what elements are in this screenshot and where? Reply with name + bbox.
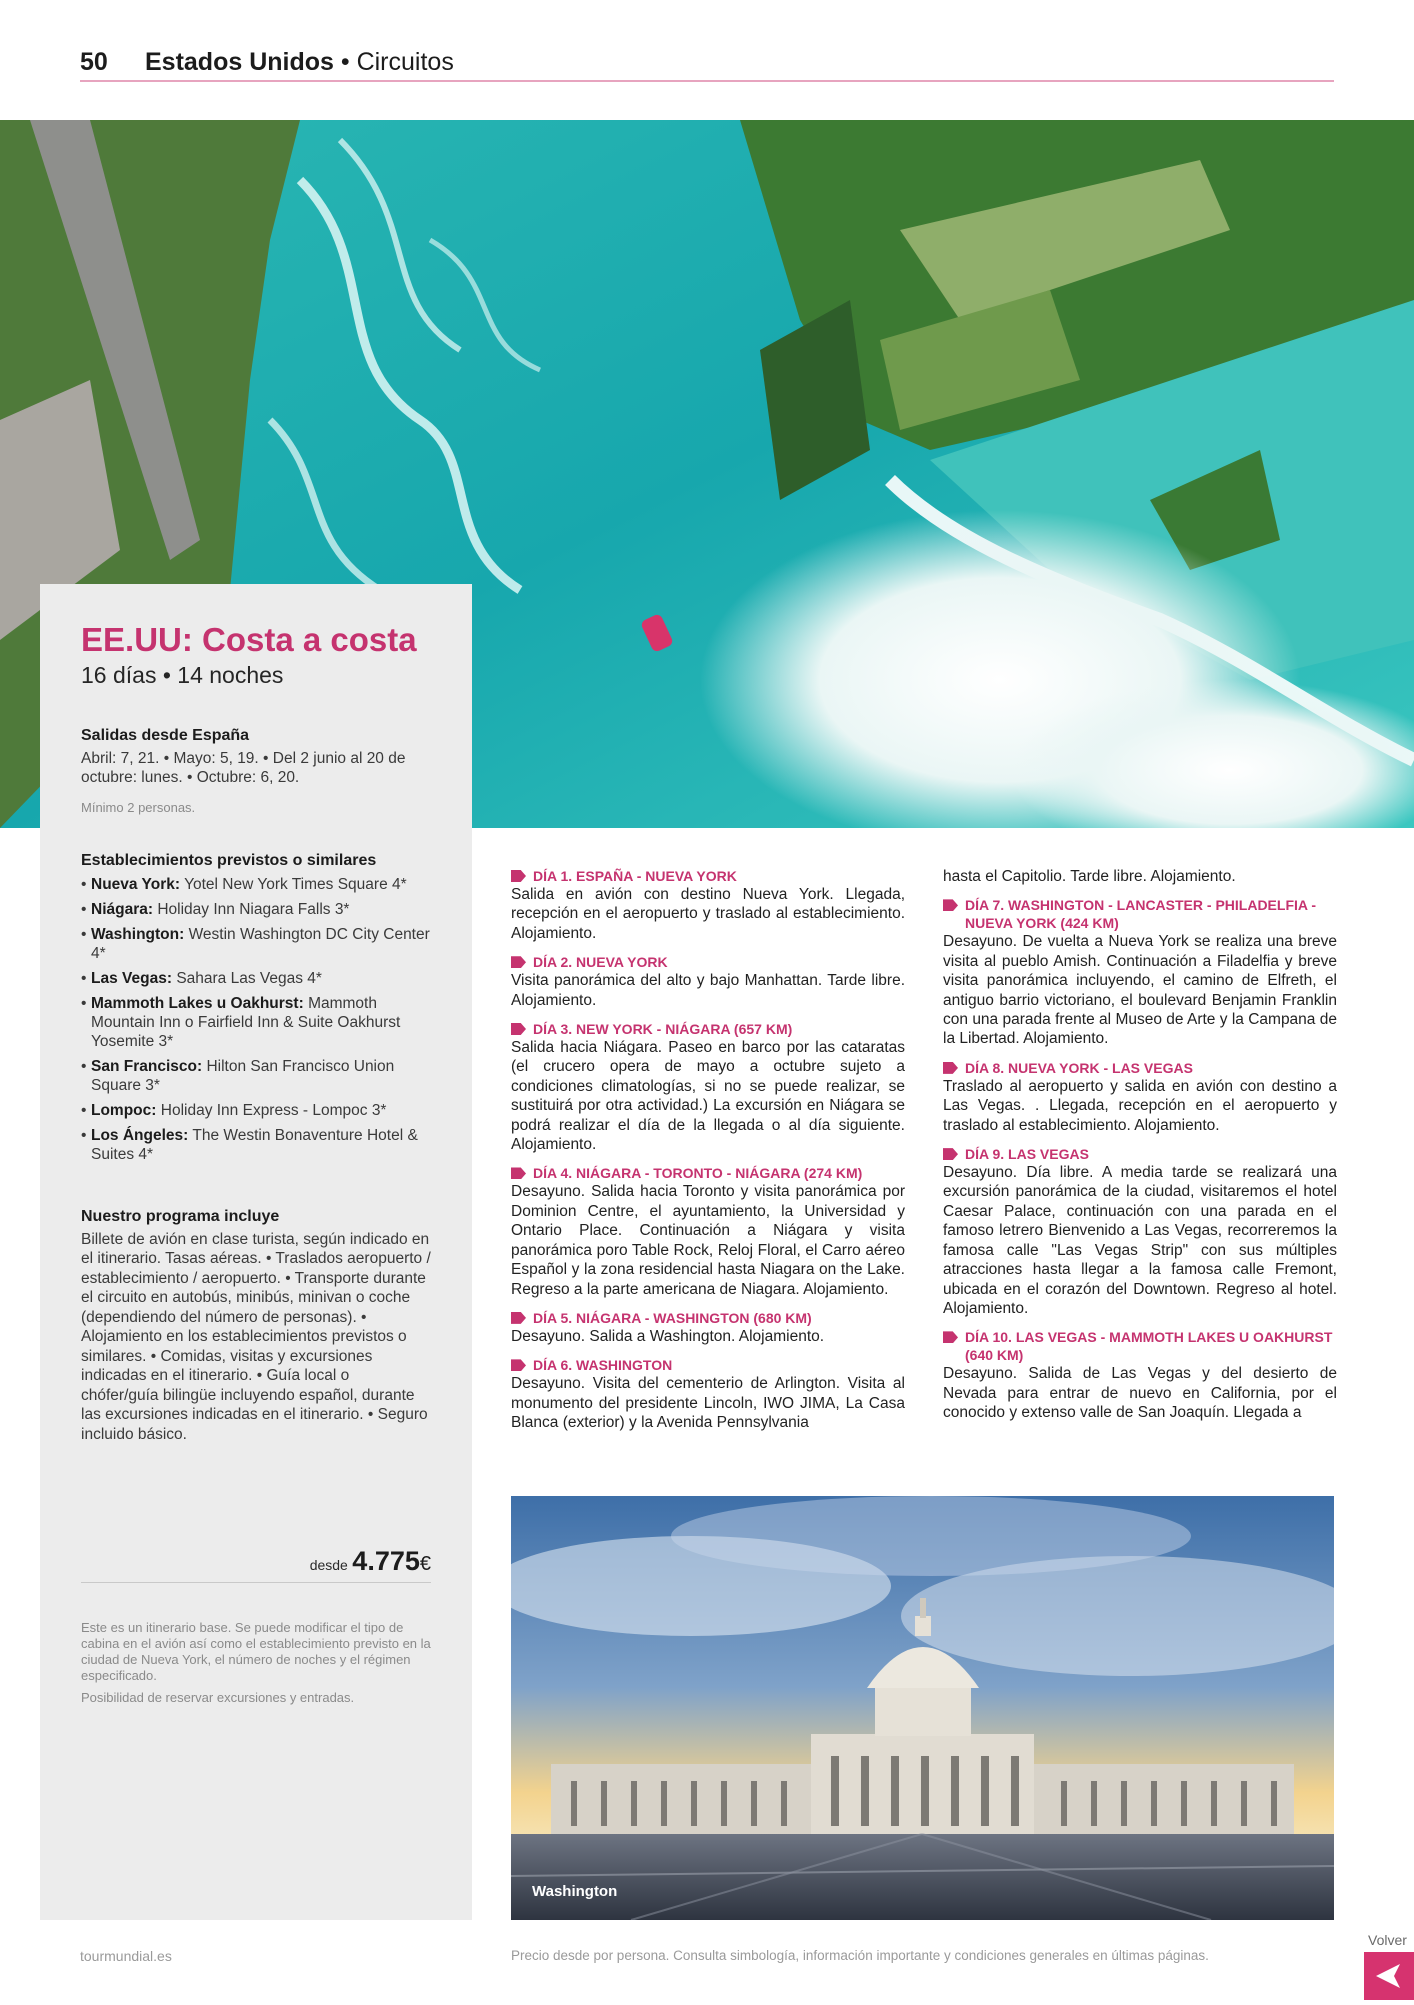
day-heading: DÍA 1. ESPAÑA - NUEVA YORK xyxy=(533,868,737,884)
capitol-photo xyxy=(511,1496,1334,1920)
tag-icon xyxy=(511,1023,526,1035)
day-heading: DÍA 4. NIÁGARA - TORONTO - NIÁGARA (274 KM) xyxy=(533,1165,863,1182)
tag-icon xyxy=(943,1148,958,1160)
country-name: Estados Unidos xyxy=(145,48,334,76)
tag-icon xyxy=(511,1312,526,1324)
day-entry xyxy=(511,1356,905,1432)
excursions-note: Posibilidad de reservar excursiones y entradas. xyxy=(81,1690,355,1705)
tag-icon xyxy=(511,1167,526,1179)
day-entry xyxy=(511,953,905,1010)
day-text: Desayuno. Salida de Las Vegas y del desierto de Nevada para entrar de nuevo en California, por el conocido y extenso valle de San Joaquín. Llegada a xyxy=(943,1365,1337,1422)
tag-icon xyxy=(943,1331,958,1343)
departures-text: Abril: 7, 21. • Mayo: 5, 19. • Del 2 junio al 20 de octubre: lunes. • Octubre: 6, 20. xyxy=(81,749,406,787)
back-arrow-icon xyxy=(1364,1952,1414,2000)
day-heading: DÍA 8. NUEVA YORK - LAS VEGAS xyxy=(965,1059,1193,1076)
day-heading: DÍA 7. WASHINGTON - LANCASTER - PHILADELFIA - NUEVA YORK (424 KM) xyxy=(965,897,1317,932)
tour-info-panel xyxy=(40,584,472,1920)
hotel-item: • Los Ángeles: The Westin Bonaventure Hotel & Suites 4* xyxy=(81,1126,431,1164)
minimum-note: Mínimo 2 personas. xyxy=(81,799,196,815)
photo-caption: Washington xyxy=(532,1883,618,1900)
day-text: Desayuno. Salida a Washington. Alojamiento. xyxy=(511,1327,825,1345)
hotels-list xyxy=(81,875,431,1164)
back-label[interactable]: Volver xyxy=(1368,1932,1407,1948)
hotel-item: • Mammoth Lakes u Oakhurst: Mammoth Mountain Inn o Fairfield Inn & Suite Oakhurst Yosemite 3* xyxy=(81,994,431,1051)
day-heading: DÍA 3. NEW YORK - NIÁGARA (657 KM) xyxy=(533,1021,793,1038)
day-entry xyxy=(511,1309,905,1346)
itinerary-column-1 xyxy=(511,867,905,1443)
hotel-item: • San Francisco: Hilton San Francisco Union Square 3* xyxy=(81,1057,431,1095)
day-text: Desayuno. De vuelta a Nueva York se realiza una breve visita al pueblo Amish. Continuación a Filadelfia y breve visita panorámica incluyendo, el camino de Elfreth, el antiguo barrio victoriano, el boulevard Benjamin Franklin con una parada frente al Museo de Arte y la Campana de la Libertad. Alojamiento. xyxy=(943,933,1337,1048)
departures-heading: Salidas desde España xyxy=(81,726,250,744)
itinerary-note: Este es un itinerario base. Se puede modificar el tipo de cabina en el avión así como el establecimiento previsto en la ciudad de Nueva York, el número de noches y el régimen especificado. xyxy=(81,1620,431,1683)
day-text: Desayuno. Visita del cementerio de Arlington. Visita al monumento del presidente Lincoln, IWO JIMA, La Casa Blanca (exterior) y la Avenida Pennsylvania xyxy=(511,1375,905,1432)
price-currency: € xyxy=(419,1553,431,1575)
day-heading: DÍA 2. NUEVA YORK xyxy=(533,954,668,971)
day-entry xyxy=(511,1020,905,1154)
itinerary-column-2 xyxy=(943,867,1337,1433)
day-text: Traslado al aeropuerto y salida en avión con destino a Las Vegas. . Llegada, recepción en el aeropuerto y traslado al establecimiento. Alojamiento. xyxy=(943,1077,1337,1134)
day-text: Visita panorámica del alto y bajo Manhattan. Tarde libre. Alojamiento. xyxy=(511,972,905,1009)
hotel-item: • Niágara: Holiday Inn Niagara Falls 3* xyxy=(81,900,431,919)
tour-duration: 16 días • 14 noches xyxy=(81,661,284,688)
day-entry xyxy=(943,1328,1337,1422)
day-text: Salida hacia Niágara. Paseo en barco por las cataratas (el crucero opera de mayo a octubre sujeto a condiciones climatologías, si no se puede realizar, se sustituirá por otra actividad.) La excursión en Niágara se podrá realizar el día de la llegada o al día siguiente. Alojamiento. xyxy=(511,1039,905,1154)
back-button[interactable] xyxy=(1364,1952,1414,2000)
price-disclaimer: Precio desde por persona. Consulta simbología, información importante y condiciones generales en últimas páginas. xyxy=(511,1948,1209,1963)
day-entry xyxy=(511,867,905,943)
day-heading: DÍA 10. LAS VEGAS - MAMMOTH LAKES U OAKHURST (640 KM) xyxy=(965,1329,1333,1364)
day-text: Desayuno. Salida hacia Toronto y visita panorámica por Dominion Centre, el ayuntamiento, la Universidad y Ontario Place. Continuación a Niágara y visita panorámica poro Table Rock, Reloj Floral, el Carro aéreo Español y la zona residencial hasta Niagara on the Lake. Regreso a la parte americana de Niagara. Alojamiento. xyxy=(511,1183,905,1298)
tour-title: EE.UU: Costa a costa xyxy=(81,621,417,658)
price-block xyxy=(81,1546,431,1583)
day-text-continued: hasta el Capitolio. Tarde libre. Alojamiento. xyxy=(943,868,1236,885)
price-prefix: desde xyxy=(309,1557,348,1573)
day-entry xyxy=(943,896,1337,1048)
day-heading: DÍA 6. WASHINGTON xyxy=(533,1357,673,1374)
includes-text: Billete de avión en clase turista, según indicado en el itinerario. Tasas aéreas. • Traslados aeropuerto / establecimiento / aeropuerto. • Transporte durante el circuito en autobús, minibús, minivan o coche (dependiendo del número de personas). • Alojamiento en los establecimientos previstos o similares. • Comidas, visitas y excursiones indicadas en el itinerario. • Guía local o chófer/guía bilingüe incluyendo español, durante las excursiones indicadas en el itinerario. • Seguro incluido básico. xyxy=(81,1230,431,1443)
page-number: 50 xyxy=(80,48,108,76)
section-name: • Circuitos xyxy=(340,48,454,76)
section-title xyxy=(145,48,454,77)
includes-heading: Nuestro programa incluye xyxy=(81,1207,280,1225)
hotels-heading: Establecimientos previstos o similares xyxy=(81,851,377,869)
day-heading: DÍA 9. LAS VEGAS xyxy=(965,1146,1089,1163)
hotel-item: • Washington: Westin Washington DC City Center 4* xyxy=(81,925,431,963)
hotel-item: • Lompoc: Holiday Inn Express - Lompoc 3* xyxy=(81,1101,431,1120)
hotel-item: • Nueva York: Yotel New York Times Square 4* xyxy=(81,875,431,894)
hotel-item: • Las Vegas: Sahara Las Vegas 4* xyxy=(81,969,431,988)
day-text: Desayuno. Día libre. A media tarde se realizará una excursión panorámica de la ciudad, visitaremos el hotel Caesar Palace, continuación con una parada en el famoso letrero Bienvenido a Las Vegas, recorreremos la famosa calle "Las Vegas Strip" con sus múltiples atracciones hasta llegar a la famosa calle Fremont, ubicada en el corazón del Downtown. Regreso al hotel. Alojamiento. xyxy=(943,1164,1337,1317)
day-heading: DÍA 5. NIÁGARA - WASHINGTON (680 KM) xyxy=(533,1309,812,1326)
tag-icon xyxy=(511,956,526,968)
day-entry xyxy=(511,1164,905,1298)
tag-icon xyxy=(511,870,526,882)
page-header xyxy=(80,44,1334,82)
day-entry xyxy=(943,1145,1337,1318)
tag-icon xyxy=(943,899,958,911)
site-url[interactable]: tourmundial.es xyxy=(80,1948,172,1964)
tag-icon xyxy=(943,1062,958,1074)
tag-icon xyxy=(511,1359,526,1371)
price-value: 4.775 xyxy=(352,1546,420,1576)
day-text: Salida en avión con destino Nueva York. Llegada, recepción en el aeropuerto y traslado al establecimiento. Alojamiento. xyxy=(511,886,905,942)
day-entry xyxy=(943,1059,1337,1135)
